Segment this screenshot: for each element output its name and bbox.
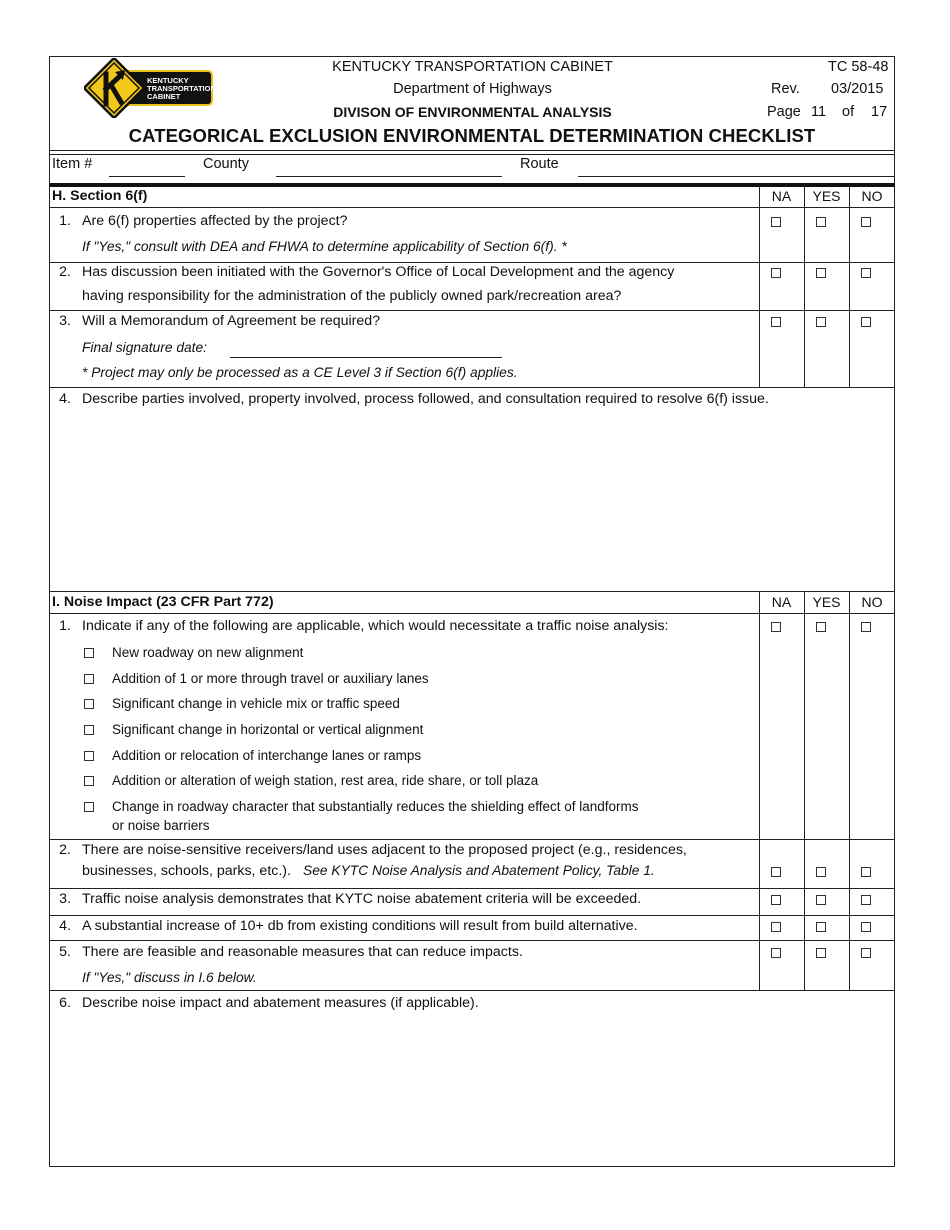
i-q6-number: 6. xyxy=(59,995,71,1011)
i-q1-yes-checkbox[interactable] xyxy=(816,622,826,632)
item-field[interactable] xyxy=(109,176,185,177)
option-checkbox[interactable] xyxy=(84,751,94,761)
h-q3-number: 3. xyxy=(59,313,71,329)
h-q4-text: Describe parties involved, property involved, process followed, and consultation required to resolve 6(f) issue. xyxy=(82,391,769,407)
section-divider xyxy=(49,183,895,187)
col-no: NO xyxy=(861,594,883,610)
i-q1-no-checkbox[interactable] xyxy=(861,622,871,632)
section-h-title: H. Section 6(f) xyxy=(52,188,148,204)
page-title: CATEGORICAL EXCLUSION ENVIRONMENTAL DETERMINATION CHECKLIST xyxy=(128,125,816,146)
i-q1-option: New roadway on new alignment xyxy=(112,645,304,660)
row-rule xyxy=(49,387,895,388)
col-divider xyxy=(759,591,760,990)
i-q1-option: Addition or relocation of interchange lanes or ramps xyxy=(112,748,422,763)
i-q1-text: Indicate if any of the following are applicable, which would necessitate a traffic noise analysis: xyxy=(82,618,669,634)
page-total: 17 xyxy=(871,104,888,120)
i-q1-option: Significant change in vehicle mix or traffic speed xyxy=(112,696,400,711)
i-q3-number: 3. xyxy=(59,891,71,907)
i-q6-text: Describe noise impact and abatement measures (if applicable). xyxy=(82,995,479,1011)
h-q2-line2: having responsibility for the administration of the publicly owned park/recreation area? xyxy=(82,288,622,304)
col-na: NA xyxy=(771,188,792,204)
route-label: Route xyxy=(520,156,559,172)
i-q1-na-checkbox[interactable] xyxy=(771,622,781,632)
county-field[interactable] xyxy=(276,176,502,177)
kytc-logo xyxy=(84,58,216,118)
h-q2-na-checkbox[interactable] xyxy=(771,268,781,278)
h-q3-note: * Project may only be processed as a CE Level 3 if Section 6(f) applies. xyxy=(82,365,518,380)
h-q1-yes-checkbox[interactable] xyxy=(816,217,826,227)
h-q3-sig-label: Final signature date: xyxy=(82,340,208,355)
i-q5-note: If "Yes," discuss in I.6 below. xyxy=(82,970,257,985)
i-q1-option-cont: or noise barriers xyxy=(112,818,210,833)
page-current: 11 xyxy=(811,104,827,120)
h-q1-text: Are 6(f) properties affected by the project? xyxy=(82,213,348,229)
i-q2-no-checkbox[interactable] xyxy=(861,867,871,877)
i-q3-text: Traffic noise analysis demonstrates that KYTC noise abatement criteria will be exceeded. xyxy=(82,891,642,907)
i-q3-na-checkbox[interactable] xyxy=(771,895,781,905)
col-no: NO xyxy=(861,188,883,204)
rev-date: 03/2015 xyxy=(831,81,884,97)
i-q1-option: Significant change in horizontal or vertical alignment xyxy=(112,722,424,737)
row-rule xyxy=(49,940,895,941)
section-i-title: I. Noise Impact (23 CFR Part 772) xyxy=(52,594,274,610)
i-q1-option: Addition or alteration of weigh station, rest area, ride share, or toll plaza xyxy=(112,773,539,788)
col-yes: YES xyxy=(812,188,841,204)
h-q4-number: 4. xyxy=(59,391,71,407)
title-rule-2 xyxy=(49,154,895,155)
h-q3-text: Will a Memorandum of Agreement be required? xyxy=(82,313,381,329)
row-rule xyxy=(49,915,895,916)
i-q2-number: 2. xyxy=(59,842,71,858)
row-rule xyxy=(49,990,895,991)
i-q2-line2b: See KYTC Noise Analysis and Abatement Policy, Table 1. xyxy=(303,863,655,878)
col-divider xyxy=(849,591,850,990)
i-q5-number: 5. xyxy=(59,944,71,960)
row-rule xyxy=(49,888,895,889)
option-checkbox[interactable] xyxy=(84,648,94,658)
row-rule xyxy=(49,591,895,592)
logo-text-3: CABINET xyxy=(147,92,181,101)
h-q2-yes-checkbox[interactable] xyxy=(816,268,826,278)
h-q1-number: 1. xyxy=(59,213,71,229)
h-q1-note: If "Yes," consult with DEA and FHWA to determine applicability of Section 6(f). * xyxy=(82,239,567,254)
row-rule xyxy=(49,262,895,263)
row-rule xyxy=(49,310,895,311)
item-label: Item # xyxy=(52,156,93,172)
rev-label: Rev. xyxy=(771,81,800,97)
i-q4-no-checkbox[interactable] xyxy=(861,922,871,932)
option-checkbox[interactable] xyxy=(84,802,94,812)
col-yes: YES xyxy=(812,594,841,610)
h-q3-no-checkbox[interactable] xyxy=(861,317,871,327)
h-q2-line1: Has discussion been initiated with the Governor's Office of Local Development and the agency xyxy=(82,264,675,280)
i-q3-yes-checkbox[interactable] xyxy=(816,895,826,905)
row-rule xyxy=(49,839,895,840)
i-q1-number: 1. xyxy=(59,618,71,634)
h-q3-na-checkbox[interactable] xyxy=(771,317,781,327)
i-q5-text: There are feasible and reasonable measures that can reduce impacts. xyxy=(82,944,523,960)
i-q2-line2a: businesses, schools, parks, etc.). xyxy=(82,863,291,879)
h-q1-na-checkbox[interactable] xyxy=(771,217,781,227)
route-field[interactable] xyxy=(578,176,894,177)
h-q1-no-checkbox[interactable] xyxy=(861,217,871,227)
option-checkbox[interactable] xyxy=(84,725,94,735)
i-q2-line1: There are noise-sensitive receivers/land uses adjacent to the proposed project (e.g., residences, xyxy=(82,842,687,858)
county-label: County xyxy=(203,156,249,172)
i-q5-na-checkbox[interactable] xyxy=(771,948,781,958)
division-name: DIVISON OF ENVIRONMENTAL ANALYSIS xyxy=(333,104,612,120)
col-divider xyxy=(804,591,805,990)
signature-date-field[interactable] xyxy=(230,357,502,358)
i-q5-no-checkbox[interactable] xyxy=(861,948,871,958)
h-q3-yes-checkbox[interactable] xyxy=(816,317,826,327)
title-rule-1 xyxy=(49,150,895,151)
department-name: Department of Highways xyxy=(393,81,552,97)
agency-name: KENTUCKY TRANSPORTATION CABINET xyxy=(332,59,613,75)
page-label: Page xyxy=(767,104,801,120)
page-of: of xyxy=(842,104,855,120)
row-rule xyxy=(49,613,895,614)
i-q2-yes-checkbox[interactable] xyxy=(816,867,826,877)
option-checkbox[interactable] xyxy=(84,699,94,709)
option-checkbox[interactable] xyxy=(84,674,94,684)
form-number: TC 58-48 xyxy=(828,59,889,75)
col-na: NA xyxy=(771,594,792,610)
h-q2-number: 2. xyxy=(59,264,71,280)
h-q2-no-checkbox[interactable] xyxy=(861,268,871,278)
col-divider xyxy=(849,186,850,387)
i-q3-no-checkbox[interactable] xyxy=(861,895,871,905)
i-q1-option: Addition of 1 or more through travel or auxiliary lanes xyxy=(112,671,429,686)
col-divider xyxy=(804,186,805,387)
i-q5-yes-checkbox[interactable] xyxy=(816,948,826,958)
option-checkbox[interactable] xyxy=(84,776,94,786)
i-q4-na-checkbox[interactable] xyxy=(771,922,781,932)
i-q1-option: Change in roadway character that substantially reduces the shielding effect of landforms xyxy=(112,799,639,814)
logo-text-1: KENTUCKY xyxy=(147,76,189,85)
row-rule xyxy=(49,207,895,208)
i-q2-na-checkbox[interactable] xyxy=(771,867,781,877)
col-divider xyxy=(759,186,760,387)
i-q4-text: A substantial increase of 10+ db from existing conditions will result from build alternative. xyxy=(82,918,638,934)
logo-text-2: TRANSPORTATION xyxy=(147,84,216,93)
i-q4-number: 4. xyxy=(59,918,71,934)
i-q4-yes-checkbox[interactable] xyxy=(816,922,826,932)
